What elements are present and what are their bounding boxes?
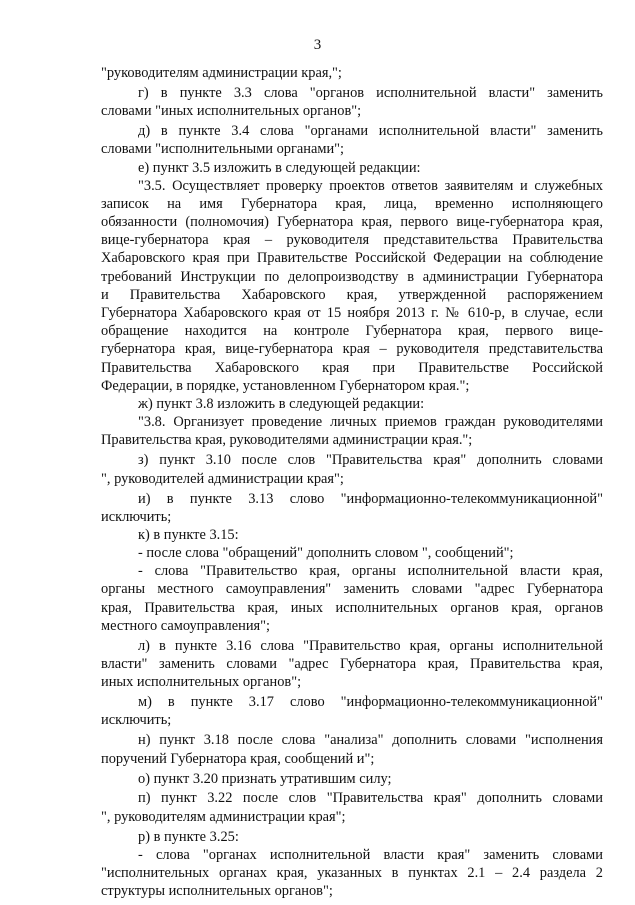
text-line: записок на имя Губернатора края, лица, временно исполняющего: [101, 195, 603, 212]
text-line: ж) пункт 3.8 изложить в следующей редакции:: [138, 395, 425, 412]
text-line: н) пункт 3.18 после слова "анализа" дополнить словами "исполнения: [138, 732, 603, 749]
text-line: ", руководителям администрации края";: [101, 808, 346, 825]
text-line: г) в пункте 3.3 слова "органов исполнительной власти" заменить: [138, 84, 603, 101]
text-line: "3.8. Организует проведение личных приемов граждан руководителями: [138, 414, 603, 431]
text-line: исключить;: [101, 712, 172, 729]
text-line: - после слова "обращений" дополнить словом ", сообщений";: [138, 545, 514, 562]
text-line: к) в пункте 3.15:: [138, 526, 239, 543]
text-line: - слова "Правительство края, органы исполнительной власти края,: [138, 563, 603, 580]
page-number: 3: [313, 37, 322, 53]
text-line: з) пункт 3.10 после слов "Правительства края" дополнить словами: [138, 452, 603, 469]
text-line: м) в пункте 3.17 слово "информационно-телекоммуникационной": [138, 694, 603, 711]
text-line: Правительства края, руководителями администрации края.";: [101, 432, 473, 449]
text-line: власти" заменить словами "адрес Губернатора края, Правительства края,: [101, 655, 603, 672]
text-line: местного самоуправления";: [101, 617, 271, 634]
text-line: Губернатора Хабаровского края от 15 ноября 2013 г. № 610-р, в случае, если: [101, 305, 603, 322]
text-line: п) пункт 3.22 после слов "Правительства края" дополнить словами: [138, 790, 603, 807]
text-line: словами "исполнительными органами";: [101, 141, 345, 158]
text-line: Правительства Хабаровского края при Правительстве Российской: [101, 359, 603, 376]
text-line: губернатора края, вице-губернатора края – руководителя представительства: [101, 341, 603, 358]
text-line: д) в пункте 3.4 слова "органами исполнительной власти" заменить: [138, 123, 603, 140]
text-line: ", руководителей администрации края";: [101, 470, 344, 487]
text-line: л) в пункте 3.16 слова "Правительство края, органы исполнительной: [138, 637, 603, 654]
text-line: органы местного самоуправления" заменить словами "адрес Губернатора: [101, 581, 603, 598]
text-line: иных исполнительных органов";: [101, 674, 302, 691]
text-line: "руководителям администрации края,";: [101, 65, 342, 81]
text-line: вице-губернатора края – руководителя представительства Правительства: [101, 232, 603, 249]
text-line: "исполнительных органах края, указанных в пунктах 2.1 – 2.4 раздела 2: [101, 865, 603, 882]
document-body: [101, 64, 603, 900]
text-line: исключить;: [101, 508, 172, 525]
text-line: "3.5. Осуществляет проверку проектов ответов заявителям и служебных: [138, 177, 603, 194]
text-line: обязанности (полномочия) Губернатора края, первого вице-губернатора края,: [101, 214, 603, 231]
text-line: и) в пункте 3.13 слово "информационно-телекоммуникационной": [138, 490, 603, 507]
text-line: р) в пункте 3.25:: [138, 828, 239, 845]
text-line: края, Правительства края, иных исполнительных органов края, органов: [101, 599, 603, 616]
text-line: требований Инструкции по делопроизводству в администрации Губернатора: [101, 268, 603, 285]
text-line: обращение находится на контроле Губернатора края, первого вице-: [101, 323, 603, 340]
text-line: поручений Губернатора края, сообщений и";: [101, 750, 375, 767]
text-line: - слова "органах исполнительной власти края" заменить словами: [138, 846, 603, 863]
text-line: о) пункт 3.20 признать утратившим силу;: [138, 770, 392, 787]
text-line: Хабаровского края при Правительстве Российской Федерации на соблюдение: [101, 250, 603, 267]
text-line: и Правительства Хабаровского края, утвержденной распоряжением: [101, 286, 603, 303]
text-line: структуры исполнительных органов";: [101, 883, 333, 900]
text-line: Федерации, в порядке, установленном Губернатором края.";: [101, 377, 470, 394]
text-line: словами "иных исполнительных органов";: [101, 103, 362, 120]
text-line: е) пункт 3.5 изложить в следующей редакции:: [138, 159, 421, 176]
